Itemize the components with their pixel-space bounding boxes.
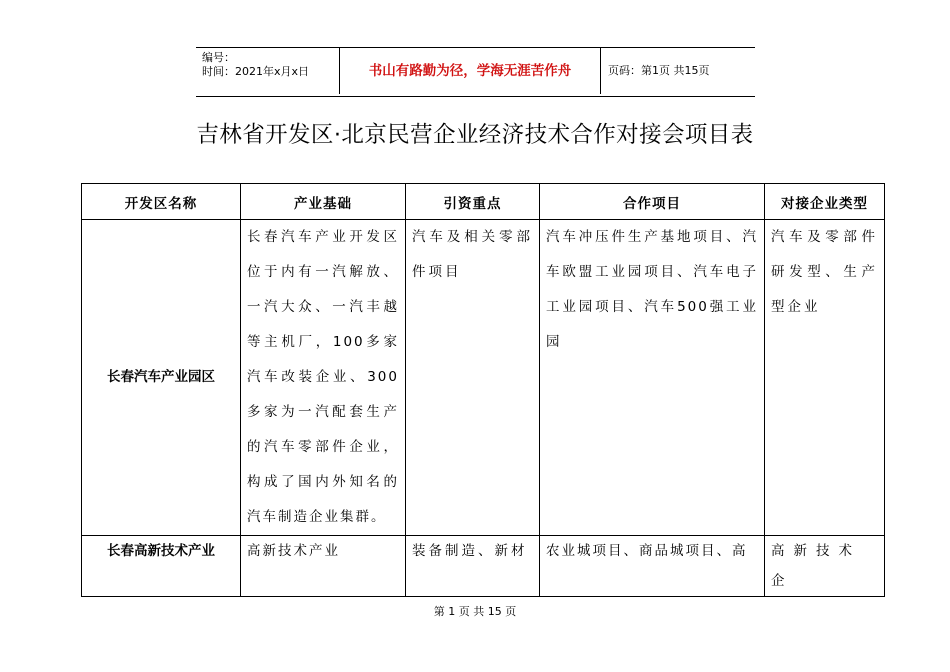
motto: 书山有路勤为径，学海无涯苦作舟 <box>339 48 601 94</box>
industry-basis: 高新技术产业 <box>241 536 406 597</box>
col-header-partners: 对接企业类型 <box>765 184 885 220</box>
investment-focus: 装备制造、新材 <box>406 536 540 597</box>
partner-types: 高新技术企 <box>765 536 885 597</box>
date-label: 时间：2021年x月x日 <box>202 65 310 78</box>
page-footer: 第 1 页 共 15 页 <box>433 605 517 618</box>
table-header-row <box>82 184 885 220</box>
col-header-focus: 引资重点 <box>406 184 540 220</box>
table-row <box>82 536 885 597</box>
document-title: 吉林省开发区·北京民营企业经济技术合作对接会项目表 <box>196 122 754 148</box>
col-header-name: 开发区名称 <box>82 184 241 220</box>
code-label: 编号： <box>202 51 235 64</box>
zone-name: 长春高新技术产业 <box>82 536 241 597</box>
cooperation-projects: 农业城项目、商品城项目、高 <box>540 536 765 597</box>
col-header-basis: 产业基础 <box>241 184 406 220</box>
table-row <box>82 220 885 536</box>
zone-name: 长春汽车产业园区 <box>82 220 241 536</box>
col-header-projects: 合作项目 <box>540 184 765 220</box>
page-info: 页码：第1页 共15页 <box>608 64 710 77</box>
cooperation-projects: 汽车冲压件生产基地项目、汽车欧盟工业园项目、汽车电子工业园项目、汽车500强工业园 <box>540 220 765 536</box>
partner-types: 汽车及零部件研发型、生产型企业 <box>765 220 885 536</box>
industry-basis: 长春汽车产业开发区位于内有一汽解放、一汽大众、一汽丰越等主机厂，100多家汽车改装企业、300多家为一汽配套生产的汽车零部件企业，构成了国内外知名的汽车制造企业集群。 <box>241 220 406 536</box>
document-header <box>196 47 755 97</box>
header-meta <box>202 51 309 79</box>
investment-focus: 汽车及相关零部件项目 <box>406 220 540 536</box>
project-table <box>81 183 885 597</box>
